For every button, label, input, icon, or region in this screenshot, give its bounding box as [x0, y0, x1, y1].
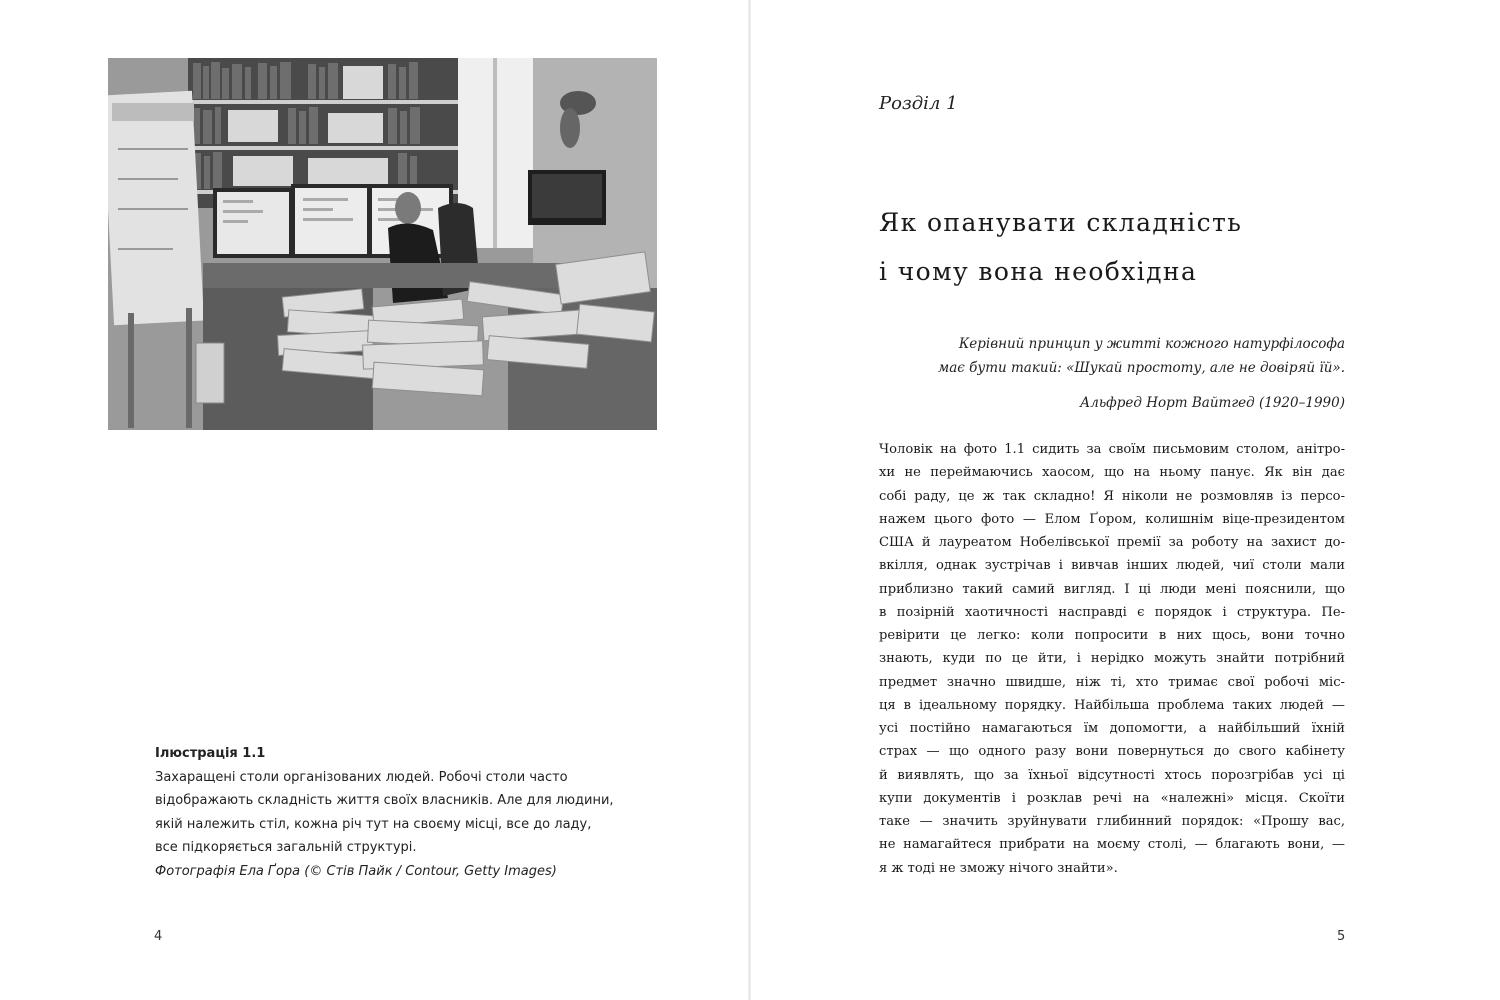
body-line: приблизно такий самий вигляд. І ці люди мені пояснили, що: [879, 581, 1345, 597]
body-line: собі раду, це ж так складно! Я ніколи не розмовляв із персо-: [879, 488, 1345, 504]
body-line: ревірити це легко: коли попросити в них щось, вони точно: [879, 628, 1345, 643]
desk-photo: [108, 58, 657, 430]
left-page: [0, 0, 749, 1000]
chapter-title: [879, 198, 1242, 296]
caption-line: Захаращені столи організованих людей. Робочі столи часто: [155, 769, 568, 785]
body-line: хи не переймаючись хаосом, що на ньому панує. Як він дає: [879, 465, 1345, 481]
body-line: страх — що одного разу вони повернуться до свого кабінету: [879, 744, 1345, 760]
body-line: в позірній хаотичності насправді є порядок і структура. Пе-: [879, 604, 1345, 620]
caption-line: відображають складність життя своїх власників. Але для людини,: [155, 793, 614, 808]
body-line: знають, куди по це йти, і нерідко можуть знайти потрібний: [879, 651, 1345, 667]
caption-credit: Фотографія Ела Ґора (© Стів Пайк / Contour, Getty Images): [155, 863, 557, 879]
body-line: нажем цього фото — Елом Ґором, колишнім віце-президентом: [879, 511, 1345, 527]
body-line: предмет значно швидше, ніж ті, хто тримає свої робочі міс-: [879, 674, 1345, 690]
body-line: США й лауреатом Нобелівської премії за роботу на захист до-: [879, 535, 1345, 550]
body-line: ця в ідеальному порядку. Найбільша проблема таких людей —: [879, 697, 1345, 713]
epigraph-line: має бути такий: «Шукай простоту, але не довіряй їй».: [938, 360, 1345, 376]
photo-of-man-at-cluttered-desk-icon: [108, 58, 657, 430]
body-line: я ж тоді не зможу нічого знайти».: [879, 860, 1118, 876]
chapter-title-line: Як опанувати складність: [879, 208, 1243, 237]
chapter-title-line: і чому вона необхідна: [879, 257, 1198, 286]
body-line: усі постійно намагаються їм допомогти, а найбільший їхній: [879, 721, 1345, 736]
caption-title: Ілюстрація 1.1: [155, 746, 266, 761]
page-number-left: 4: [154, 929, 163, 944]
body-line: не намагайтеся прибрати на моєму столі, — благають вони, —: [879, 837, 1345, 853]
body-line: й виявлять, що за їхньої відсутності хтось порозгрібав усі ці: [879, 767, 1345, 783]
body-text: [879, 438, 1345, 880]
chapter-label: Розділ 1: [879, 93, 958, 114]
epigraph: [825, 332, 1345, 415]
figure-caption: [155, 742, 614, 883]
right-page: [751, 0, 1500, 1000]
body-line: Чоловік на фото 1.1 сидить за своїм письмовим столом, анітро-: [879, 442, 1345, 457]
body-line: таке — значить зруйнувати глибинний порядок: «Прошу вас,: [879, 814, 1345, 829]
body-line: купи документів і розклав речі на «належні» місця. Скоїти: [879, 790, 1345, 806]
epigraph-author: Альфред Норт Вайтгед (1920–1990): [1080, 395, 1345, 411]
caption-line: все підкоряється загальній структурі.: [155, 840, 417, 855]
page-number-right: 5: [1337, 929, 1346, 944]
epigraph-line: Керівний принцип у житті кожного натурфілософа: [958, 336, 1345, 352]
body-line: вкілля, однак зустрічав і вивчав інших людей, чиї столи мали: [879, 558, 1345, 574]
caption-line: якій належить стіл, кожна річ тут на своєму місці, все до ладу,: [155, 816, 592, 832]
